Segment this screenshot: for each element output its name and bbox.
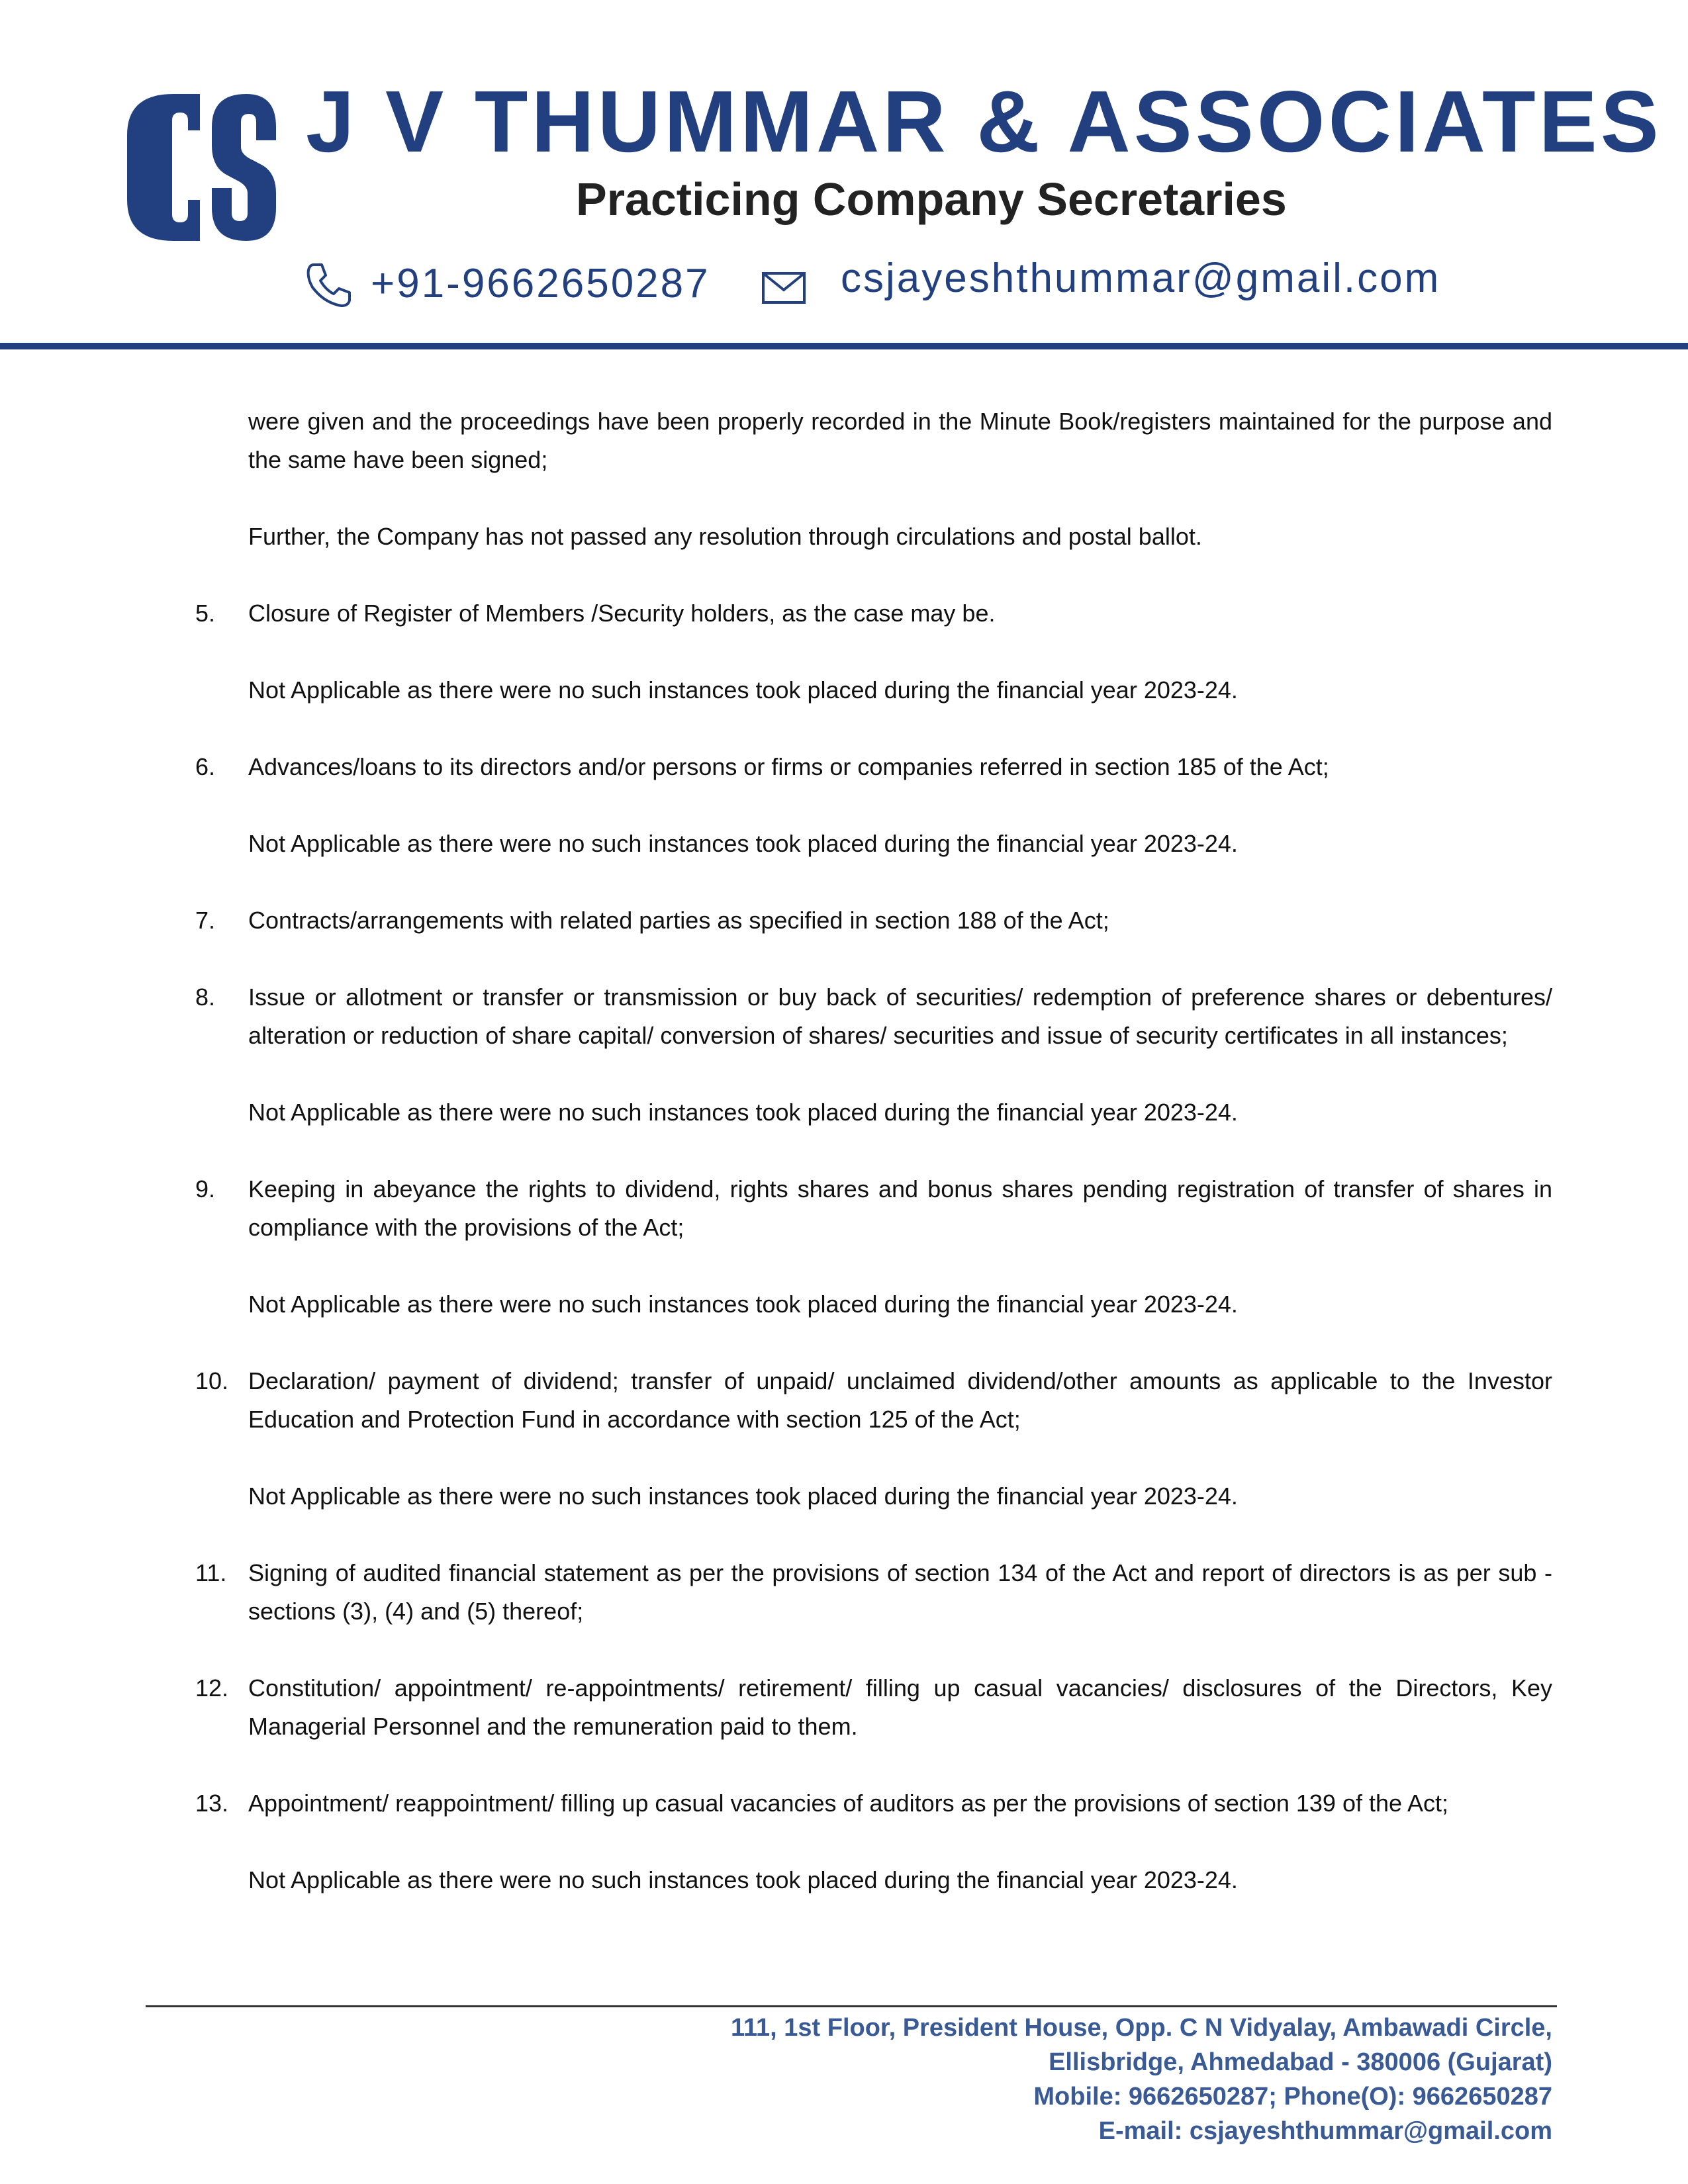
item-note: Not Applicable as there were no such instances took placed during the financial year 2023-24. <box>248 676 1238 704</box>
email-address: csjayeshthummar@gmail.com <box>841 255 1441 301</box>
item-number: 13. <box>195 1790 229 1817</box>
item-text: Keeping in abeyance the rights to dividend, rights shares and bonus shares pending registration of transfer of shares in compliance with the provisions of the Act; <box>248 1175 1552 1241</box>
list-item <box>195 748 1552 786</box>
item-text: Constitution/ appointment/ re-appointments/ retirement/ filling up casual vacancies/ disclosures of the Directors, Key Managerial Personnel and the remuneration paid to them. <box>248 1674 1552 1740</box>
phone-icon <box>305 261 352 308</box>
item-number: 8. <box>195 983 216 1011</box>
item-note: Not Applicable as there were no such instances took placed during the financial year 2023-24. <box>248 1482 1238 1510</box>
document-body <box>195 402 1552 1938</box>
footer-address-block <box>427 2011 1552 2148</box>
item-number: 5. <box>195 600 216 627</box>
letterhead <box>0 0 1688 351</box>
item-note: Not Applicable as there were no such instances took placed during the financial year 2023-24. <box>248 830 1238 857</box>
item-text: Closure of Register of Members /Security holders, as the case may be. <box>248 600 996 627</box>
mail-icon <box>761 271 806 304</box>
item-number: 10. <box>195 1367 229 1394</box>
item-text: Issue or allotment or transfer or transmission or buy back of securities/ redemption of preference shares or debentures/ alteration or reduction of share capital/ conversion of shares/ securities and issue of security certificates in all instances; <box>248 983 1552 1049</box>
footer-address-line2: Ellisbridge, Ahmedabad - 380006 (Gujarat) <box>1049 2048 1552 2076</box>
list-item <box>195 978 1552 1055</box>
footer-address-line1: 111, 1st Floor, President House, Opp. C N Vidyalay, Ambawadi Circle, <box>730 2014 1552 2042</box>
cs-logo-icon <box>127 94 276 241</box>
item-note: Not Applicable as there were no such instances took placed during the financial year 2023-24. <box>248 1291 1238 1318</box>
further-paragraph: Further, the Company has not passed any resolution through circulations and postal ballot. <box>248 523 1202 550</box>
item-text: Declaration/ payment of dividend; transfer of unpaid/ unclaimed dividend/other amounts as applicable to the Investor Education and Protection Fund in accordance with section 125 of the Act; <box>248 1367 1552 1433</box>
item-number: 7. <box>195 907 216 934</box>
item-note: Not Applicable as there were no such instances took placed during the financial year 2023-24. <box>248 1099 1238 1126</box>
intro-paragraph: were given and the proceedings have been properly recorded in the Minute Book/registers maintained for the purpose and the same have been signed; <box>248 408 1552 473</box>
footer-phones: Mobile: 9662650287; Phone(O): 9662650287 <box>1033 2083 1552 2111</box>
item-text: Advances/loans to its directors and/or persons or firms or companies referred in section 185 of the Act; <box>248 753 1329 780</box>
firm-name: J V THUMMAR & ASSOCIATES <box>306 73 1662 170</box>
item-note: Not Applicable as there were no such instances took placed during the financial year 2023-24. <box>248 1866 1238 1893</box>
list-item <box>195 594 1552 633</box>
list-item <box>195 1784 1552 1823</box>
firm-tagline: Practicing Company Secretaries <box>576 173 1287 225</box>
list-item <box>195 1362 1552 1439</box>
list-item <box>195 1554 1552 1631</box>
phone-number: +91-9662650287 <box>371 261 710 306</box>
item-number: 11. <box>195 1559 227 1586</box>
list-item <box>195 901 1552 940</box>
list-item <box>195 1669 1552 1746</box>
contact-row <box>305 255 1562 311</box>
item-text: Contracts/arrangements with related parties as specified in section 188 of the Act; <box>248 907 1109 934</box>
item-number: 9. <box>195 1175 216 1203</box>
item-number: 12. <box>195 1674 229 1702</box>
list-item <box>195 1170 1552 1247</box>
item-number: 6. <box>195 753 216 780</box>
item-text: Signing of audited financial statement as per the provisions of section 134 of the Act and report of directors is as per sub - sections (3), (4) and (5) thereof; <box>248 1559 1552 1625</box>
item-text: Appointment/ reappointment/ filling up casual vacancies of auditors as per the provisions of section 139 of the Act; <box>248 1790 1449 1817</box>
footer-divider <box>146 2005 1557 2007</box>
header-divider <box>0 343 1688 349</box>
footer-email: E-mail: csjayeshthummar@gmail.com <box>1098 2117 1552 2145</box>
